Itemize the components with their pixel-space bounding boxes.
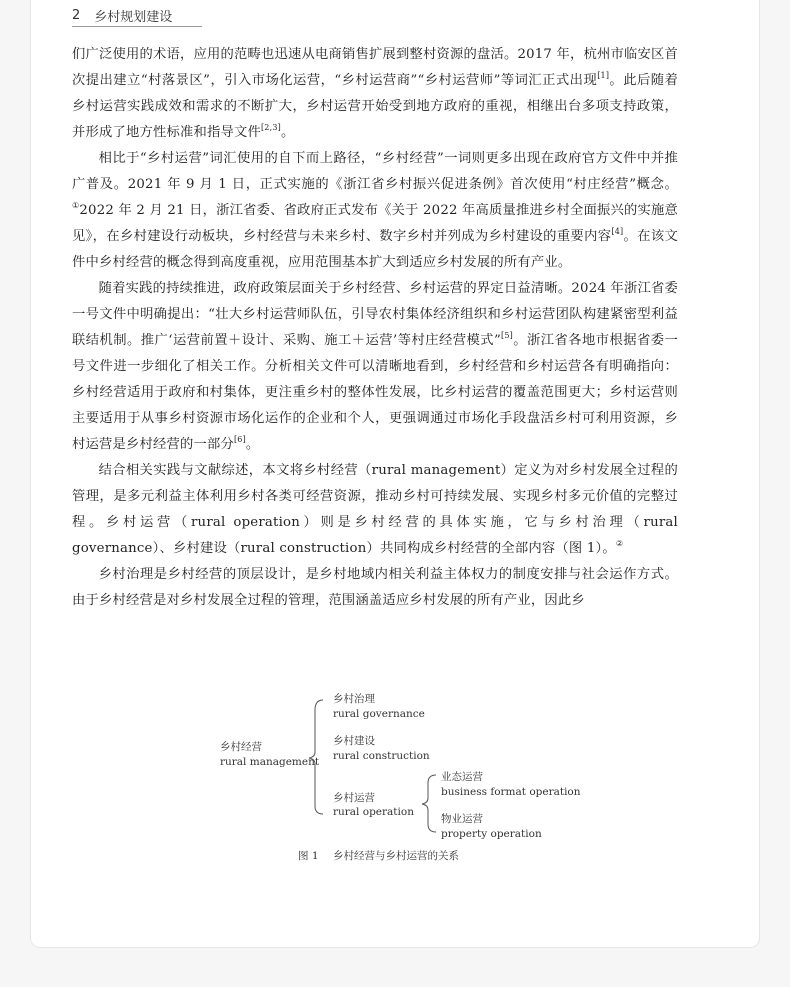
child-governance-en: rural governance <box>333 708 425 720</box>
grandchild-property-zh: 物业运营 <box>441 813 483 825</box>
paragraph: 相比于“乡村运营”词汇使用的自下而上路径，“乡村经营”一词则更多出现在政府官方文件中并推广普及。2021 年 9 月 1 日，正式实施的《浙江省乡村振兴促进条例》首次使用“村庄经营”概念。①2022 年 2 月 21 日，浙江省委、省政府正式发布《关于 2022 年高质量推进乡村全面振兴的实施意见》，在乡村建设行动板块，乡村经营与未来乡村、数字乡村并列成为乡村建设的重要内容[4]。在该文件中乡村经营的概念得到高度重视，应用范围基本扩大到适应乡村发展的所有产业。 <box>72 151 679 270</box>
grandchild-property-en: property operation <box>441 828 542 840</box>
grandchild-business-en: business format operation <box>441 786 581 798</box>
child-operation-en: rural operation <box>333 806 414 818</box>
figure-caption-label: 图 1 <box>298 850 319 862</box>
paragraph: 乡村治理是乡村经营的顶层设计，是乡村地域内相关利益主体权力的制度安排与社会运作方式。由于乡村经营是对乡村发展全过程的管理，范围涵盖适应乡村发展的所有产业，因此乡 <box>72 567 678 608</box>
running-title: 乡村规划建设 <box>94 9 173 25</box>
paragraph: 们广泛使用的术语，应用的范畴也迅速从电商销售扩展到整村资源的盘活。2017 年，杭州市临安区首次提出建立“村落景区”，引入市场化运营，“乡村运营商”“乡村运营师”等词汇正式出现[1]。此后随着乡村运营实践成效和需求的不断扩大，乡村运营开始受到地方政府的重视，相继出台多项支持政策，并形成了地方性标准和指导文件[2,3]。 <box>72 47 678 140</box>
running-header <box>72 4 202 27</box>
child-construction-en: rural construction <box>333 750 430 762</box>
paragraph: 结合相关实践与文献综述，本文将乡村经营（rural management）定义为对乡村发展全过程的管理，是多元利益主体利用乡村各类可经营资源，推动乡村可持续发展、实现乡村多元价值的完整过程。乡村运营（rural operation）则是乡村经营的具体实施，它与乡村治理（rural governance）、乡村建设（rural construction）共同构成乡村经营的全部内容（图 1）。② <box>72 463 678 556</box>
root-label-zh: 乡村经营 <box>220 741 262 753</box>
figure-caption-title: 乡村经营与乡村运营的关系 <box>333 850 459 862</box>
grandchild-business-zh: 业态运营 <box>441 771 483 783</box>
child-operation-zh: 乡村运营 <box>333 792 375 804</box>
paragraph: 随着实践的持续推进，政府政策层面关于乡村经营、乡村运营的界定日益清晰。2024 年浙江省委一号文件中明确提出：“壮大乡村运营师队伍，引导农村集体经济组织和乡村运营团队构建紧密型利益联结机制。推广‘运营前置＋设计、采购、施工＋运营’等村庄经营模式”[5]。浙江省各地市根据省委一号文件进一步细化了相关工作。分析相关文件可以清晰地看到，乡村经营和乡村运营各有明确指向：乡村经营适用于政府和村集体，更注重乡村的整体性发展，比乡村运营的覆盖范围更大；乡村运营则主要适用于从事乡村资源市场化运作的企业和个人，更强调通过市场化手段盘活乡村可利用资源，乡村运营是乡村经营的一部分[6]。 <box>72 281 678 452</box>
body-text <box>72 42 678 614</box>
child-construction-zh: 乡村建设 <box>333 735 375 747</box>
root-label-en: rural management <box>220 756 320 768</box>
child-governance-zh: 乡村治理 <box>333 693 375 705</box>
page-number: 2 <box>72 7 81 23</box>
